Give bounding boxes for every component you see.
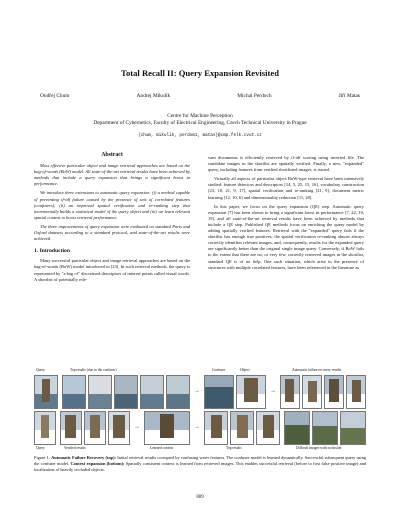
affiliation bbox=[0, 113, 400, 127]
affiliation-line-2: Department of Cybernetics, Faculty of Electrical Engineering, Czech Technical University in Prague bbox=[93, 120, 307, 127]
label-confuser: Confuser bbox=[212, 368, 226, 372]
figure-top-row bbox=[34, 375, 366, 409]
arrow-right-icon: → bbox=[194, 424, 200, 430]
right-paragraph-1: vant documents is efficiently retrieved by tf-idf scoring using inverted file. The candidate images in the shortlist are spatially verified. Finally, a new, "expanded" query, including features from verified shortlisted images, is issued. bbox=[208, 155, 364, 173]
right-paragraph-3: In this paper, we focus on the query expansion (QE) step. Automatic query expansion [7] has been shown to bring a significant boost in performance [7, 22, 10, 19], and all state-of-the-art retrieval results have been achieved by methods that include a QE step. Published QE methods focus on enriching the query model by adding spatially verified features. Retrieval with the "expanded" query fails if the shortlist has enough true positives, the spatial verification re-ranking almost always correctly identifies relevant images, and, consequently, results for the expanded query are significantly better than the original single image query. Conversely, if BoW fails to the extent that there are no, or very few, correctly retrieved images in the shortlist, standard QE is of no help. One such situation, which arise in the presence of structures with multiple correlated features, have been referenced in the literature as bbox=[208, 203, 364, 270]
thumb-verified-1 bbox=[60, 411, 82, 445]
arrow-right-icon: → bbox=[194, 388, 200, 394]
introduction-heading: 1. Introduction bbox=[34, 248, 70, 255]
thumb-recovery-3 bbox=[324, 375, 344, 409]
figure-1 bbox=[34, 368, 366, 472]
caption-text-2: Spatially consistent context is learned from retrieved images. This enables successful retrieval (before to first false positive image) and localization of heavily occluded objects. bbox=[34, 460, 366, 472]
thumb-occluded-1 bbox=[284, 411, 310, 445]
thumb-query-bottom bbox=[34, 411, 56, 445]
author-3: Michal Perdoch bbox=[237, 93, 272, 99]
thumb-occluded-3 bbox=[340, 411, 366, 445]
thumb-confuser bbox=[204, 375, 234, 409]
thumb-top-result-4 bbox=[140, 375, 164, 409]
right-paragraph-2: Virtually all aspects of particular object BoW-type retrieval have been intensively studied: feature detectors and descriptors [14, 5, 25, 15, 16], vocabulary construction [23, 18, 21, 9, 17], spatial verification and re-ranking [21, 9], document metric learning [12, 10, 6] and dimensionality reduction [11, 20]. bbox=[208, 176, 364, 200]
abstract-heading: Abstract bbox=[101, 152, 123, 158]
thumb-top-result-1 bbox=[62, 375, 86, 409]
thumb-top-result-b3 bbox=[256, 411, 280, 445]
abstract-paragraph-3: The three improvements of query expansion were evaluated on standard Paris and Oxford datasets according to a standard protocol, and state-of-the-art results were achieved. bbox=[34, 223, 190, 242]
thumb-verified-3 bbox=[108, 411, 130, 445]
label-difficult-images: Difficult images with occlusion bbox=[296, 446, 342, 450]
label-object: Object bbox=[240, 368, 250, 372]
figure-bottom-row bbox=[34, 411, 366, 445]
caption-bold-1: Automatic Failure Recovery (top): bbox=[51, 455, 117, 460]
author-2: Andrej Mikulík bbox=[136, 93, 171, 99]
label-query-bottom: Query bbox=[36, 446, 45, 450]
label-learned-context: Learned context bbox=[150, 446, 174, 450]
author-list bbox=[40, 93, 360, 99]
left-column bbox=[34, 152, 190, 286]
figure-caption bbox=[34, 455, 366, 472]
label-verified-results: Verified results bbox=[64, 446, 86, 450]
figure-top-labels bbox=[34, 368, 366, 375]
thumb-top-result-2 bbox=[88, 375, 112, 409]
author-1: Ondřej Chum bbox=[40, 93, 70, 99]
author-4: Jiří Matas bbox=[338, 93, 360, 99]
label-top-results-confuser: Top results (due to the confuser) bbox=[70, 368, 117, 372]
affiliation-line-1: Centre for Machine Perception bbox=[167, 113, 233, 119]
abstract-paragraph-1: Most effective particular object and image retrieval approaches are based on the bag-of-words (BoW) model. All state-of-the-art retrieval results have been achieved by methods that include a query expansion that brings a significant boost in performance. bbox=[34, 163, 191, 187]
label-query-top: Query bbox=[36, 368, 45, 372]
thumb-recovery-4 bbox=[346, 375, 366, 409]
thumb-recovery-1 bbox=[280, 375, 300, 409]
page-number: 889 bbox=[196, 495, 204, 500]
intro-paragraph-1: Many successful particular object and image retrieval approaches are based on the bag-of-words (BoW) model introduced in [23]. In such retrieval methods, the query is represented by "a bag of" discretised descriptors of interest points called visual words. A shortlist of potentially rele- bbox=[34, 258, 190, 282]
thumb-object bbox=[236, 375, 266, 409]
thumb-occluded-2 bbox=[312, 411, 338, 445]
caption-figure-number: Figure 1. bbox=[34, 455, 50, 460]
figure-bottom-labels bbox=[34, 446, 366, 453]
thumb-top-result-b2 bbox=[230, 411, 254, 445]
thumb-query-top bbox=[34, 375, 58, 409]
thumb-top-result-3 bbox=[114, 375, 138, 409]
paper-title: Total Recall II: Query Expansion Revisited bbox=[121, 68, 279, 78]
thumb-top-result-b1 bbox=[204, 411, 228, 445]
caption-bold-2: Context expansion (bottom): bbox=[70, 460, 125, 466]
arrow-right-icon: → bbox=[270, 388, 276, 394]
thumb-recovery-2 bbox=[302, 375, 322, 409]
thumb-learned-context bbox=[144, 411, 190, 445]
abstract-paragraph-2: We introduce three extensions to automatic query expansion: (i) a method capable of preventing tf-idf failure caused by the presence of sets of correlated features (confusers), (ii) an improved spatial verification and re-ranking step that incrementally builds a statistical model of the query object and (iii) we learn relevant spatial context to boost retrieval performance. bbox=[34, 190, 190, 220]
thumb-top-result-5 bbox=[166, 375, 190, 409]
right-column bbox=[208, 155, 364, 274]
label-top-results-bottom: Top results bbox=[226, 446, 242, 450]
thumb-verified-2 bbox=[84, 411, 106, 445]
author-emails: {chum, mikulik, perdom1, matas}@cmp.felk.cvut.cz bbox=[138, 133, 262, 138]
label-auto-failure-recovery: Automatic failure recovery results bbox=[292, 368, 342, 372]
caption-text-1: Initial retrieval results corrupted by confusing water features. The confuser model is learned dynamically. Successful subsequent query using the confuser model. bbox=[34, 455, 366, 466]
arrow-right-icon: → bbox=[134, 424, 140, 430]
